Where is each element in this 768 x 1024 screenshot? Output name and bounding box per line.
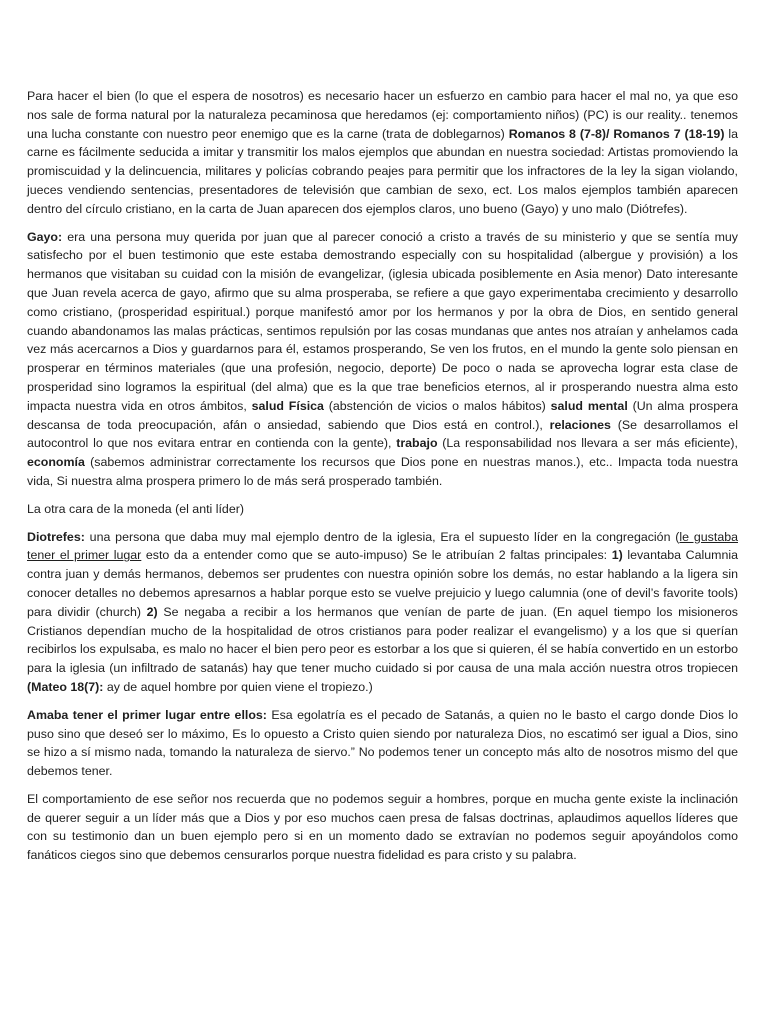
term-economia: economía — [27, 455, 85, 470]
diotrefes-text: una persona que daba muy mal ejemplo dentro de la iglesia, Era el supuesto líder en la congregación ( — [84, 529, 680, 544]
gayo-text-4: (Se desarrollamos el autocontrol lo que nos evitara entrar en contienda con la gente), — [27, 417, 738, 451]
paragraph-primer-lugar — [27, 706, 738, 781]
intro-text-continued: la carne es fácilmente seducida a imitar y transmitir los malos ejemplos que abundan en nuestra sociedad: Artistas promoviendo la promiscuidad y la delincuencia, militares y policías cobrando peajes para permitir que los infractores de la ley la sigan violando, jueces vendiendo sentencias, presentadores de televisión que cambian de sexo, ect. Los malos ejemplos también aparecen dentro del círculo cristiano, en la carta de Juan aparecen dos ejemplos claros, uno bueno (Gayo) y uno malo (Diótrefes). — [27, 126, 738, 216]
diotrefes-underlined: le gustaba tener el primer lugar — [27, 529, 738, 563]
term-trabajo: trabajo — [396, 436, 438, 451]
gayo-text-2: (abstención de vicios o malos hábitos) — [323, 398, 551, 413]
gayo-text-3: (Un alma prospera descansa de toda preocupación, afán o ansiedad, sabiendo que Dios está en control.), — [27, 398, 738, 432]
romans-reference: Romanos 8 (7-8)/ Romanos 7 (18-19) — [508, 126, 725, 141]
gayo-label: Gayo: — [27, 229, 63, 244]
diotrefes-text-2: esto da a entender como que se auto-impuso) Se le atribuían 2 faltas principales: — [141, 548, 612, 563]
primer-lugar-label: Amaba tener el primer lugar entre ellos: — [27, 707, 267, 722]
diotrefes-text-4: Se negaba a recibir a los hermanos que venían de parte de juan. (En aquel tiempo los misioneros Cristianos dependían mucho de la hospitalidad de otros cristianos para poder realizar el evangelismo) y a los que si querían recibirlos los expulsaba, es malo no hacer el bien pero peor es estorbar a los que si quieren, él se había convertido en un estorbo para la iglesia (un infiltrado de satanás) hay que tener mucho cuidado si por causa de una mala acción nuestra otros tropiecen — [27, 604, 738, 676]
primer-lugar-text: Esa egolatría es el pecado de Satanás, a quien no le basto el cargo donde Dios lo puso sino que deseó ser lo máximo, Es lo opuesto a Cristo quien siendo por naturaleza Dios, no escatimó ser igual a Dios, sino se hizo a sí mismo nada, tomando la naturaleza de siervo.” No podemos tener un concepto más alto de nosotros mismo del que debemos tener. — [27, 707, 738, 779]
paragraph-diotrefes — [27, 528, 738, 697]
diotrefes-label: Diotrefes: — [27, 529, 85, 544]
fault-number-1: 1) — [611, 548, 623, 563]
gayo-text-6: (sabemos administrar correctamente los recursos que Dios pone en nuestras manos.), etc.. Impacta toda nuestra vida, Si nuestra alma prospera primero lo de más será prosperado también. — [27, 455, 738, 488]
intro-text: Para hacer el bien (lo que el espera de nosotros) es necesario hacer un esfuerzo en cambio para hacer el mal no, ya que eso nos sale de forma natural por la naturaleza pecaminosa que heredamos (ej: comportamiento niños) (PC) is our reality.. tenemos una lucha constante con nuestro peor enemigo que es la carne (trata de doblegarnos) — [27, 89, 738, 141]
paragraph-intro — [27, 87, 738, 219]
gayo-text: era una persona muy querida por juan que al parecer conoció a cristo a través de su ministerio y que se sentía muy satisfecho por el buen testimonio que este estaba demostrando especially con su hospitalidad (albergue y provisión) a los hermanos que visitaban su cuidad con la misión de evangelizar, (iglesia ubicada posiblemente en Asia menor) Dato interesante que Juan revela acerca de gayo, afirmo que su alma prosperaba, se refiere a que gayo experimentaba crecimiento y desarrollo como cristiano, (prosperidad espiritual.) porque manifestó amor por los hermanos y por la obra de Dios, en sentido general cuando abandonamos las malas prácticas, sentimos repulsión por las cosas mundanas que antes nos atraían y anhelamos cada vez más acercarnos a Dios y guardarnos para él, estamos prosperando, Se ven los frutos, en el mundo la gente solo piensan en prosperar en términos materiales (que una profesión, negocio, deporte) De poco o nada se aprovecha lograr esta clase de prosperidad sino logramos la espiritual (del alma) que es la que trae beneficios eternos, al ir prosperando nuestra alma esto impacta nuestra vida en otros ámbitos, — [27, 229, 738, 413]
diotrefes-text-3: levantaba Calumnia contra juan y demás hermanos, debemos ser prudentes con nuestra opinión sobre los demás, no estar hablando a la ligera sin conocer detalles no debemos apresarnos a hablar porque esto se vuelve prejuicio y luego calumnia (one of devil’s favorite tools) para dividir (church) — [27, 548, 739, 619]
conclusion-text: El comportamiento de ese señor nos recuerda que no podemos seguir a hombres, porque en mucha gente existe la inclinación de querer seguir a un líder más que a Dios y por eso muchos caen presa de falsas doctrinas, aplaudimos aquellos líderes que con su testimonio dan un buen ejemplo pero si en un momento dado se extravían no podemos seguir apoyándolos como fanáticos ciegos sino que debemos censurarlos porque nuestra fidelidad es para cristo y su palabra. — [27, 791, 738, 863]
paragraph-anti-lider — [27, 500, 738, 519]
diotrefes-text-5: ay de aquel hombre por quien viene el tropiezo.) — [103, 679, 373, 694]
paragraph-conclusion — [27, 790, 738, 865]
term-relaciones: relaciones — [549, 417, 611, 432]
term-salud-mental: salud mental — [550, 398, 628, 413]
fault-number-2: 2) — [146, 604, 158, 619]
term-salud-fisica: salud Física — [251, 398, 324, 413]
paragraph-gayo — [27, 228, 738, 491]
gayo-text-5: (La responsabilidad nos llevara a ser más eficiente), — [437, 436, 739, 451]
mateo-reference: (Mateo 18(7): — [27, 679, 104, 694]
document-page — [27, 87, 738, 874]
anti-lider-heading: La otra cara de la moneda (el anti líder) — [27, 501, 244, 516]
